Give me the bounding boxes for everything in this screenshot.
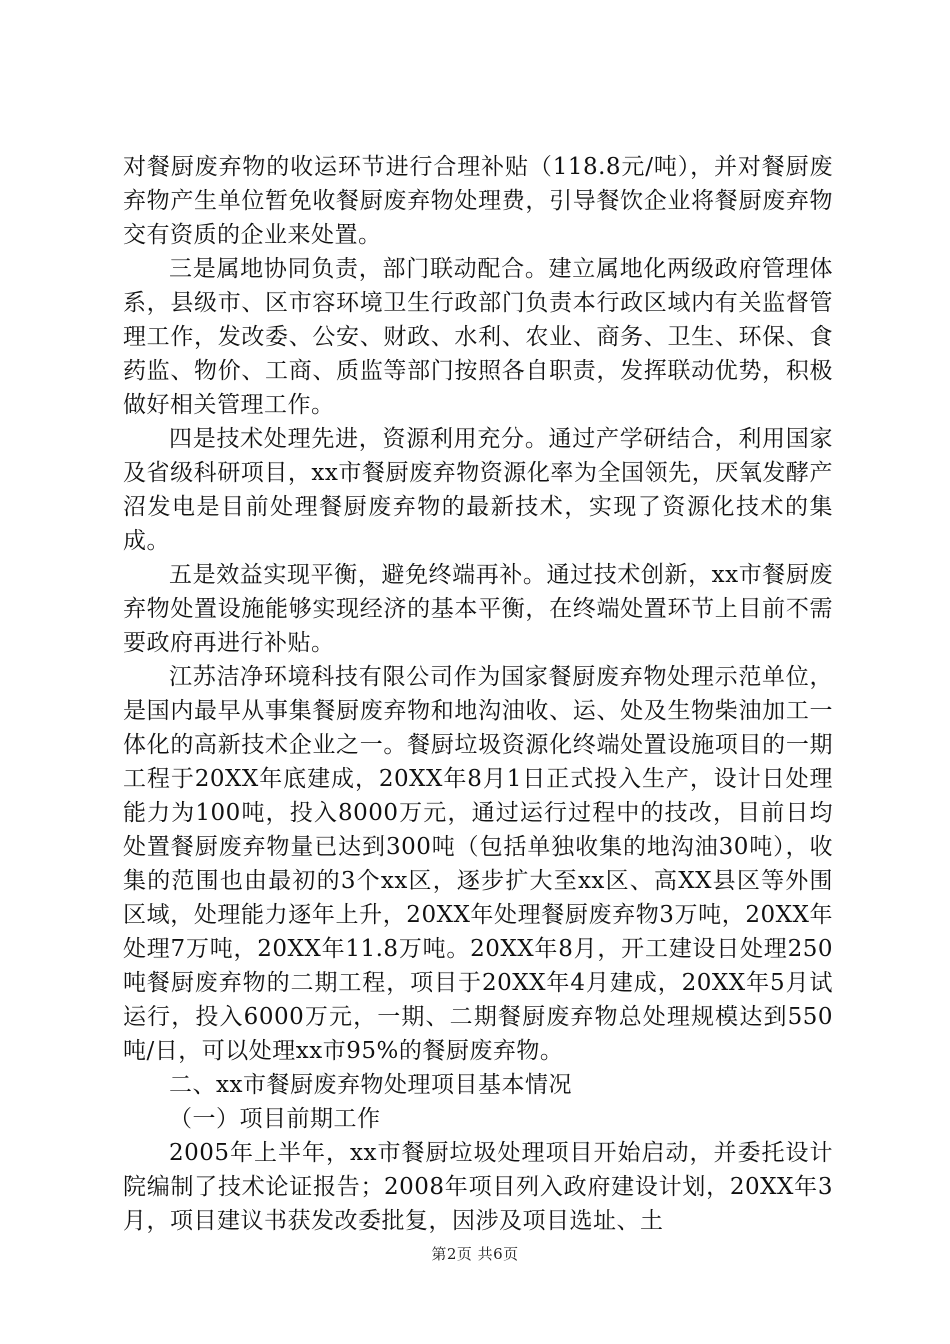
paragraph-1: 对餐厨废弃物的收运环节进行合理补贴（118.8元/吨），并对餐厨废弃物产生单位暂免收餐厨废弃物处理费，引导餐饮企业将餐厨废弃物交有资质的企业来处置。 bbox=[123, 154, 833, 248]
paragraph-4: 五是效益实现平衡，避免终端再补。通过技术创新，xx市餐厨废弃物处置设施能够实现经济的基本平衡，在终端处置环节上目前不需要政府再进行补贴。 bbox=[123, 562, 833, 656]
page-number-footer: 第2页 共6页 bbox=[431, 1245, 519, 1263]
paragraph-3: 四是技术处理先进，资源利用充分。通过产学研结合，利用国家及省级科研项目，xx市餐厨废弃物资源化率为全国领先，厌氧发酵产沼发电是目前处理餐厨废弃物的最新技术，实现了资源化技术的集成。 bbox=[123, 426, 833, 554]
paragraph-6: 2005年上半年，xx市餐厨垃圾处理项目开始启动，并委托设计院编制了技术论证报告；2008年项目列入政府建设计划，20XX年3月，项目建议书获发改委批复，因涉及项目选址、土 bbox=[123, 1140, 833, 1234]
subsection-heading: （一）项目前期工作 bbox=[169, 1106, 381, 1132]
document-body bbox=[123, 150, 833, 1238]
section-heading: 二、xx市餐厨废弃物处理项目基本情况 bbox=[169, 1072, 572, 1098]
paragraph-5: 江苏洁净环境科技有限公司作为国家餐厨废弃物处理示范单位，是国内最早从事集餐厨废弃物和地沟油收、运、处及生物柴油加工一体化的高新技术企业之一。餐厨垃圾资源化终端处置设施项目的一期工程于20XX年底建成，20XX年8月1日正式投入生产，设计日处理能力为100吨，投入8000万元，通过运行过程中的技改，目前日均处置餐厨废弃物量已达到300吨（包括单独收集的地沟油30吨），收集的范围也由最初的3个xx区，逐步扩大至xx区、高XX县区等外围区域，处理能力逐年上升，20XX年处理餐厨废弃物3万吨，20XX年处理7万吨，20XX年11.8万吨。20XX年8月，开工建设日处理250吨餐厨废弃物的二期工程，项目于20XX年4月建成，20XX年5月试运行，投入6000万元，一期、二期餐厨废弃物总处理规模达到550吨/日，可以处理xx市95%的餐厨废弃物。 bbox=[123, 664, 833, 1064]
paragraph-2: 三是属地协同负责，部门联动配合。建立属地化两级政府管理体系，县级市、区市容环境卫生行政部门负责本行政区域内有关监督管理工作，发改委、公安、财政、水利、农业、商务、卫生、环保、食药监、物价、工商、质监等部门按照各自职责，发挥联动优势，积极做好相关管理工作。 bbox=[123, 256, 833, 418]
